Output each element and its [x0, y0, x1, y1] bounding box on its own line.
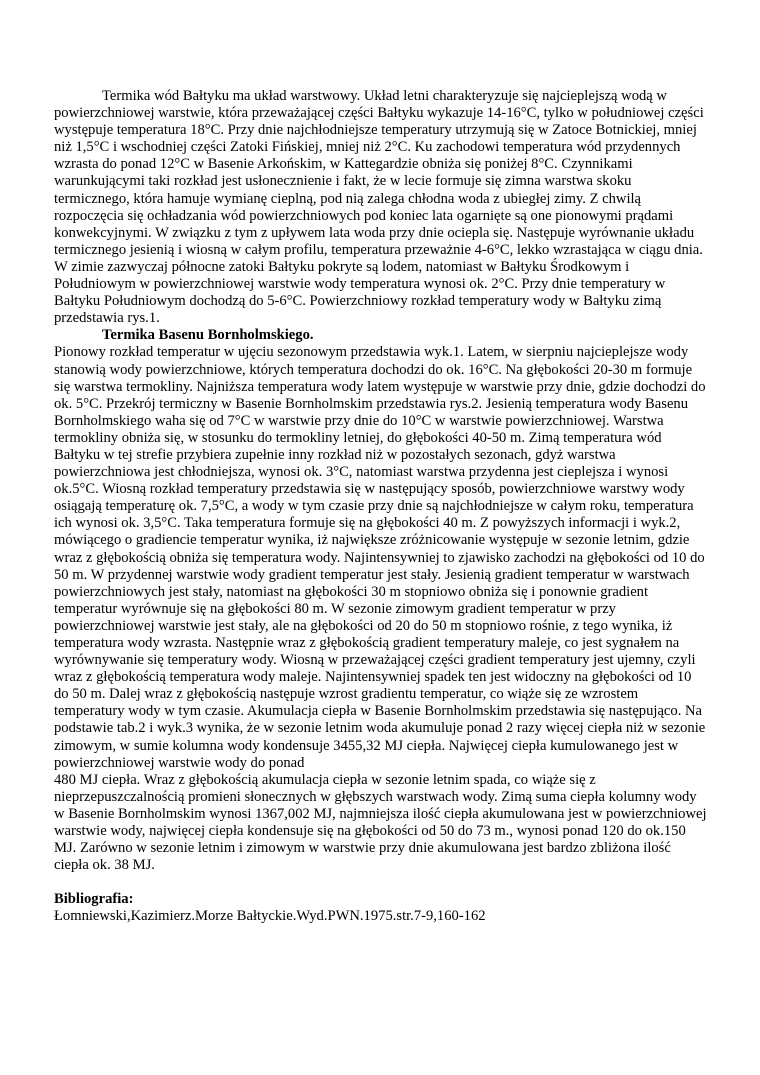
paragraph-bornholm-thermal: Pionowy rozkład temperatur w ujęciu sezonowym przedstawia wyk.1. Latem, w sierpniu najcieplejsze wody stanowią wody powierzchniowe, których temperatura dochodzi do ok. 16°C. Na głębokości 20-30 m formuje się warstwa termokliny. Najniższa temperatura wody latem występuje w warstwie przy dnie, gdzie dochodzi do ok. 5°C. Przekrój termiczny w Basenie Bornholmskim przedstawia rys.2. Jesienią temperatura wody Basenu Bornholmskiego waha się od 7°C w warstwie przy dnie do 10°C w warstwie powierzchniowej. Warstwa termokliny obniża się, w stosunku do termokliny letniej, do głębokości 40-50 m. Zimą temperatura wód Bałtyku w tej strefie przybiera zupełnie inny rozkład niż w pozostałych sezonach, gdyż warstwa powierzchniowa jest chłodniejsza, wynosi ok. 3°C, natomiast warstwa przydenna jest cieplejsza i wynosi ok.5°C. Wiosną rozkład temperatury przedstawia się w następujący sposób, powierzchniowe warstwy wody osiągają temperaturę ok. 7,5°C, a wody w tym czasie przy dnie są najchłodniejsze w całym roku, temperatura ich wynosi ok. 3,5°C. Taka temperatura formuje się na głębokości 40 m. Z powyższych informacji i wyk.2, mówiącego o gradiencie temperatur wynika, iż największe zróżnicowanie występuje w sezonie letnim, gdzie wraz z głębokością obniża się temperatura wody. Najintensywniej to zjawisko zachodzi na głębokości od 10 do 50 m. W przydennej warstwie wody gradient temperatur jest stały. Jesienią gradient temperatur w warstwach powierzchniowych jest stały, natomiast na głębokości 30 m stopniowo obniża się i ponownie gradient temperatur wyrównuje się na głębokości 80 m. W sezonie zimowym gradient temperatur w przy powierzchniowej warstwie jest stały, ale na głębokości od 20 do 50 m stopniowo rośnie, z tego wynika, iż temperatura wody wzrasta. Następnie wraz z głębokością gradient temperatury maleje, co jest sygnałem na wyrównywanie się temperatury wody. Wiosną w przeważającej części gradient temperatury jest ujemny, czyli wraz z głębokością temperatura wody maleje. Najintensywniej spadek ten jest widoczny na głębokości od 10 do 50 m. Dalej wraz z głębokością następuje wzrost gradientu temperatur, co wiąże się ze wzrostem temperatury wody w tym czasie. Akumulacja ciepła w Basenie Bornholmskim przedstawia się następująco. Na podstawie tab.2 i wyk.3 wynika, że w sezonie letnim woda akumuluje ponad 2 razy więcej ciepła niż w sezonie zimowym, w sumie kolumna wody kondensuje 3455,32 MJ ciepła. Najwięcej ciepła kumulowanego jest w powierzchniowej warstwie wody do ponad — [54, 344, 706, 771]
paragraph-baltic-thermal: Termika wód Bałtyku ma układ warstwowy. Układ letni charakteryzuje się najcieplejszą wodą w powierzchniowej warstwie, która przeważającej części Bałtyku wykazuje 14-16°C, tylko w południowej części występuje temperatura 18°C. Przy dnie najchłodniejsze temperatury utrzymują się w Zatoce Botnickiej, mniej niż 1,5°C i wschodniej części Zatoki Fińskiej, mniej niż 2°C. Ku zachodowi temperatura wód przydennych wzrasta do ponad 12°C w Basenie Arkońskim, w Kattegardzie obniża się poniżej 8°C. Czynnikami warunkującymi taki rozkład jest usłonecznienie i fakt, że w lecie formuje się zimna warstwa skoku termicznego, która hamuje wymianę cieplną, pod nią zalega chłodna woda z ubiegłej zimy. Z chwilą rozpoczęcia się ochładzania wód powierzchniowych pod koniec lata ogarnięte są one pionowymi prądami konwekcyjnymi. W związku z tym z upływem lata woda przy dnie ociepla się. Następuje wyrównanie układu termicznego jesienią i wiosną w całym profilu, temperatura przeważnie 4-6°C, lekko wzrastająca w ciągu dnia. W zimie zazwyczaj północne zatoki Bałtyku pokryte są lodem, natomiast w Bałtyku Środkowym i Południowym w powierzchniowej warstwie wody temperatura wynosi ok. 2°C. Przy dnie temperatury w Bałtyku Południowym dochodzą do 5-6°C. Powierzchniowy rozkład temperatury wody w Bałtyku zimą przedstawia rys.1. — [54, 88, 704, 327]
document-page — [54, 88, 714, 926]
bibliography-heading: Bibliografia: — [54, 891, 134, 908]
paragraph-heat-accumulation: 480 MJ ciepła. Wraz z głębokością akumulacja ciepła w sezonie letnim spada, co wiąże się z nieprzepuszczalnością promieni słonecznych w głębszych warstwach wody. Zimą suma ciepła kolumny wody w Basenie Bornholmskim wynosi 1367,002 MJ, najmniejsza ilość ciepła akumulowana jest w powierzchniowej warstwie wody, najwięcej ciepła kondensuje się na głębokości od 50 do 73 m., wynosi ponad 120 do ok.150 MJ. Zarówno w sezonie letnim i zimowym w warstwie przy dnie akumulowana jest bardzo zbliżona ilość ciepła ok. 38 MJ. — [54, 771, 707, 874]
bibliography-entry: Łomniewski,Kazimierz.Morze Bałtyckie.Wyd.PWN.1975.str.7-9,160-162 — [54, 908, 486, 925]
section-heading: Termika Basenu Bornholmskiego. — [102, 327, 314, 344]
